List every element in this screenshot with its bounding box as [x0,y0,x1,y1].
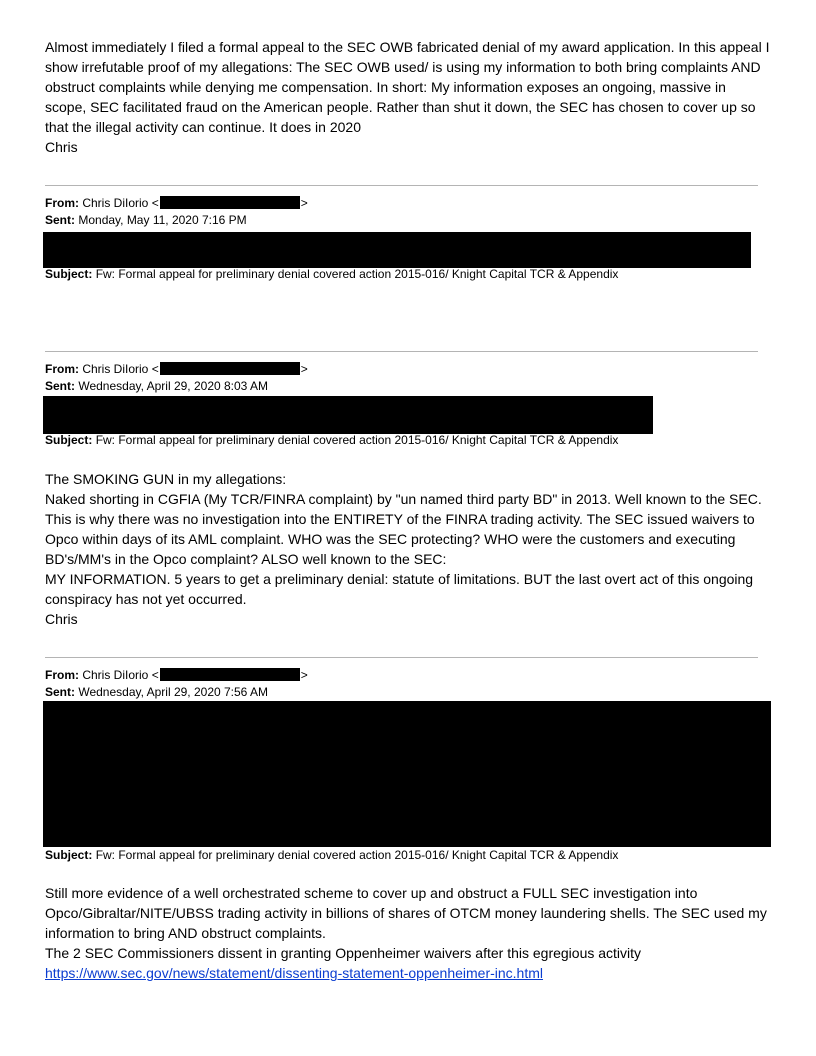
subject-label: Subject: [45,433,93,447]
email-3-subject [45,847,618,863]
redacted-recipients [43,701,771,847]
email-2-signature: Chris [45,611,78,627]
redacted-recipients [43,232,751,268]
subject-label: Subject: [45,848,93,862]
body-line: Naked shorting in CGFIA (My TCR/FINRA complaint) by "un named third party BD" in 2013. Well known to the SEC. This is why there was no investigation into the ENTIRETY of the FINRA trading activity. The SEC issued waivers to Opco within days of its AML complaint. WHO was the SEC protecting? WHO were the customers and executing BD's/MM's in the Opco complaint? ALSO well known to the SEC: [45,491,762,567]
body-line: MY INFORMATION. 5 years to get a preliminary denial: statute of limitations. BUT the last overt act of this ongoing conspiracy has not yet occurred. [45,571,754,607]
email-1-sent [45,212,247,228]
email-2-subject [45,432,618,448]
sent-value: Monday, May 11, 2020 7:16 PM [78,213,247,227]
email-2-sent [45,378,268,394]
from-close: > [300,196,308,210]
email-2-from [45,361,308,377]
from-close: > [300,362,308,376]
body-line: The 2 SEC Commissioners dissent in granting Oppenheimer waivers after this egregious activity [45,945,642,961]
sent-label: Sent: [45,213,75,227]
sent-label: Sent: [45,685,75,699]
from-label: From: [45,196,79,210]
subject-value: Fw: Formal appeal for preliminary denial covered action 2015-016/ Knight Capital TCR & Appendix [95,848,619,862]
intro-text: Almost immediately I filed a formal appeal to the SEC OWB fabricated denial of my award application. In this appeal I show irrefutable proof of my allegations: The SEC OWB used/ is using my information to both bring complaints AND obstruct complaints while denying me compensation. In short: My information exposes an ongoing, massive in scope, SEC facilitated fraud on the American people. Rather than shut it down, the SEC has chosen to cover up so that the illegal activity can continue. It does in 2020 [45,39,770,135]
email-3-from [45,667,308,683]
divider [45,657,758,658]
from-close: > [300,668,308,682]
redacted-email [160,196,300,209]
email-2-body [45,469,770,629]
redacted-email [160,362,300,375]
email-3-body [45,883,770,983]
divider [45,351,758,352]
redacted-recipients [43,396,653,434]
body-line: Still more evidence of a well orchestrated scheme to cover up and obstruct a FULL SEC investigation into Opco/Gibraltar/NITE/UBSS trading activity in billions of shares of OTCM money laundering shells. The SEC used my information to bring AND obstruct complaints. [45,885,767,941]
intro-signature: Chris [45,139,78,155]
from-value: Chris DiIorio < [82,362,159,376]
intro-paragraph [45,37,770,157]
divider [45,185,758,186]
sent-value: Wednesday, April 29, 2020 8:03 AM [78,379,269,393]
body-line: The SMOKING GUN in my allegations: [45,471,287,487]
subject-value: Fw: Formal appeal for preliminary denial covered action 2015-016/ Knight Capital TCR & Appendix [95,267,619,281]
from-label: From: [45,362,79,376]
email-1-subject [45,266,618,282]
redacted-email [160,668,300,681]
email-1-from [45,195,308,211]
subject-label: Subject: [45,267,93,281]
email-3-sent [45,684,268,700]
subject-value: Fw: Formal appeal for preliminary denial covered action 2015-016/ Knight Capital TCR & Appendix [95,433,619,447]
from-value: Chris DiIorio < [82,668,159,682]
from-value: Chris DiIorio < [82,196,159,210]
sent-label: Sent: [45,379,75,393]
from-label: From: [45,668,79,682]
sec-statement-link[interactable]: https://www.sec.gov/news/statement/dissenting-statement-oppenheimer-inc.html [45,965,544,981]
sent-value: Wednesday, April 29, 2020 7:56 AM [78,685,269,699]
